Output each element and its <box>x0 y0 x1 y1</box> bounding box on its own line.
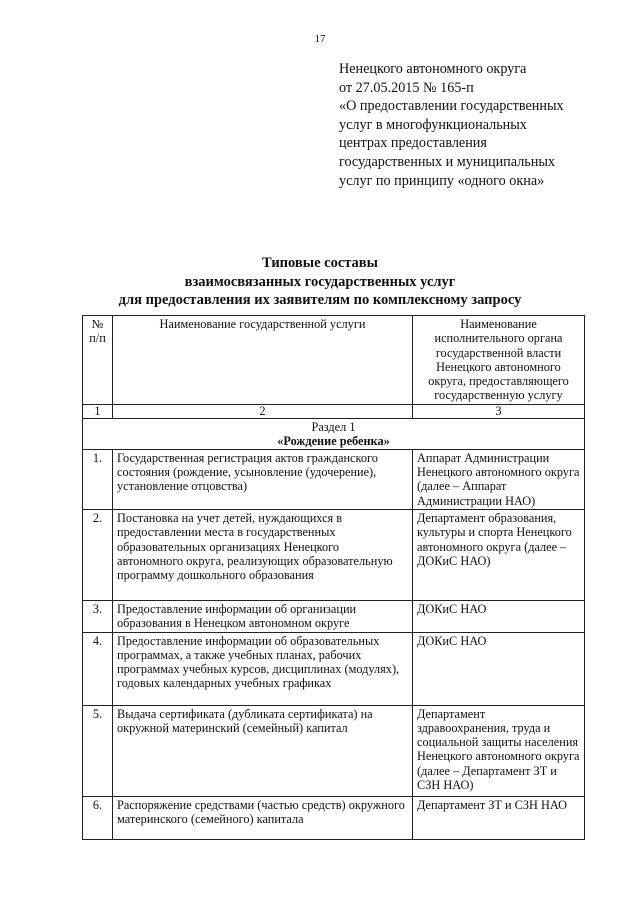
row-number: 5. <box>83 705 113 796</box>
row-number: 6. <box>83 796 113 839</box>
header-service: Наименование государственной услуги <box>113 316 413 405</box>
header-ref-line: центрах предоставления <box>339 135 487 152</box>
header-ref-line: государственных и муниципальных <box>339 153 555 170</box>
org-name: ДОКиС НАО <box>413 632 585 705</box>
service-name: Выдача сертификата (дубликата сертификата) на окружной материнский (семейный) капитал <box>113 705 413 796</box>
section-label: Раздел 1 <box>311 419 356 434</box>
service-name: Постановка на учет детей, нуждающихся в предоставлении места в государственных образовательных организациях Ненецкого автономного округа, реализующих образовательную программу дошкольного образования <box>113 509 413 600</box>
row-number: 4. <box>83 632 113 705</box>
table-row <box>83 632 585 705</box>
table-row <box>83 449 585 509</box>
column-number: 1 <box>83 404 113 418</box>
row-number: 3. <box>83 600 113 632</box>
row-number: 1. <box>83 449 113 509</box>
header-org: Наименование исполнительного органа государственной власти Ненецкого автономного округа, предоставляющего государственную услугу <box>413 316 585 405</box>
page-number: 17 <box>314 33 326 45</box>
header-ref-line: от 27.05.2015 № 165-п <box>339 79 474 96</box>
header-num: № п/п <box>83 316 113 405</box>
column-number: 2 <box>113 404 413 418</box>
title-line: взаимосвязанных государственных услуг <box>184 273 456 290</box>
org-name: Департамент ЗТ и СЗН НАО <box>413 796 585 839</box>
service-name: Предоставление информации об организации образования в Ненецком автономном округе <box>113 600 413 632</box>
title-line: Типовые составы <box>262 255 378 271</box>
services-table <box>82 315 585 840</box>
header-ref-line: услуг в многофункциональных <box>339 116 527 133</box>
title-line: для предоставления их заявителям по комплексному запросу <box>118 292 522 308</box>
header-ref-line: «О предоставлении государственных <box>339 98 564 115</box>
table-row <box>83 796 585 839</box>
org-name: Департамент здравоохранения, труда и социальной защиты населения Ненецкого автономного округа (далее – Департамент ЗТ и СЗН НАО) <box>413 705 585 796</box>
service-name: Предоставление информации об образовательных программах, а также учебных планах, рабочих программах учебных курсов, дисциплинах (модулях), годовых календарных учебных графиках <box>113 632 413 705</box>
document-title <box>0 254 640 310</box>
table-header-row <box>83 316 585 405</box>
service-name: Распоряжение средствами (частью средств) окружного материнского (семейного) капитала <box>113 796 413 839</box>
header-reference <box>339 60 599 190</box>
table-row <box>83 705 585 796</box>
table-row <box>83 600 585 632</box>
org-name: Департамент образования, культуры и спорта Ненецкого автономного округа (далее – ДОКиС НАО) <box>413 509 585 600</box>
section-row <box>83 418 585 449</box>
header-ref-line: услуг по принципу «одного окна» <box>339 172 545 189</box>
org-name: Аппарат Администрации Ненецкого автономного округа (далее – Аппарат Администрации НАО) <box>413 449 585 509</box>
table-row <box>83 509 585 600</box>
header-ref-line: Ненецкого автономного округа <box>339 61 527 77</box>
service-name: Государственная регистрация актов гражданского состояния (рождение, усыновление (удочерение), установление отцовства) <box>113 449 413 509</box>
column-number-row <box>83 404 585 418</box>
column-number: 3 <box>413 404 585 418</box>
row-number: 2. <box>83 509 113 600</box>
section-heading <box>83 418 585 449</box>
section-name: «Рождение ребенка» <box>277 433 390 448</box>
org-name: ДОКиС НАО <box>413 600 585 632</box>
